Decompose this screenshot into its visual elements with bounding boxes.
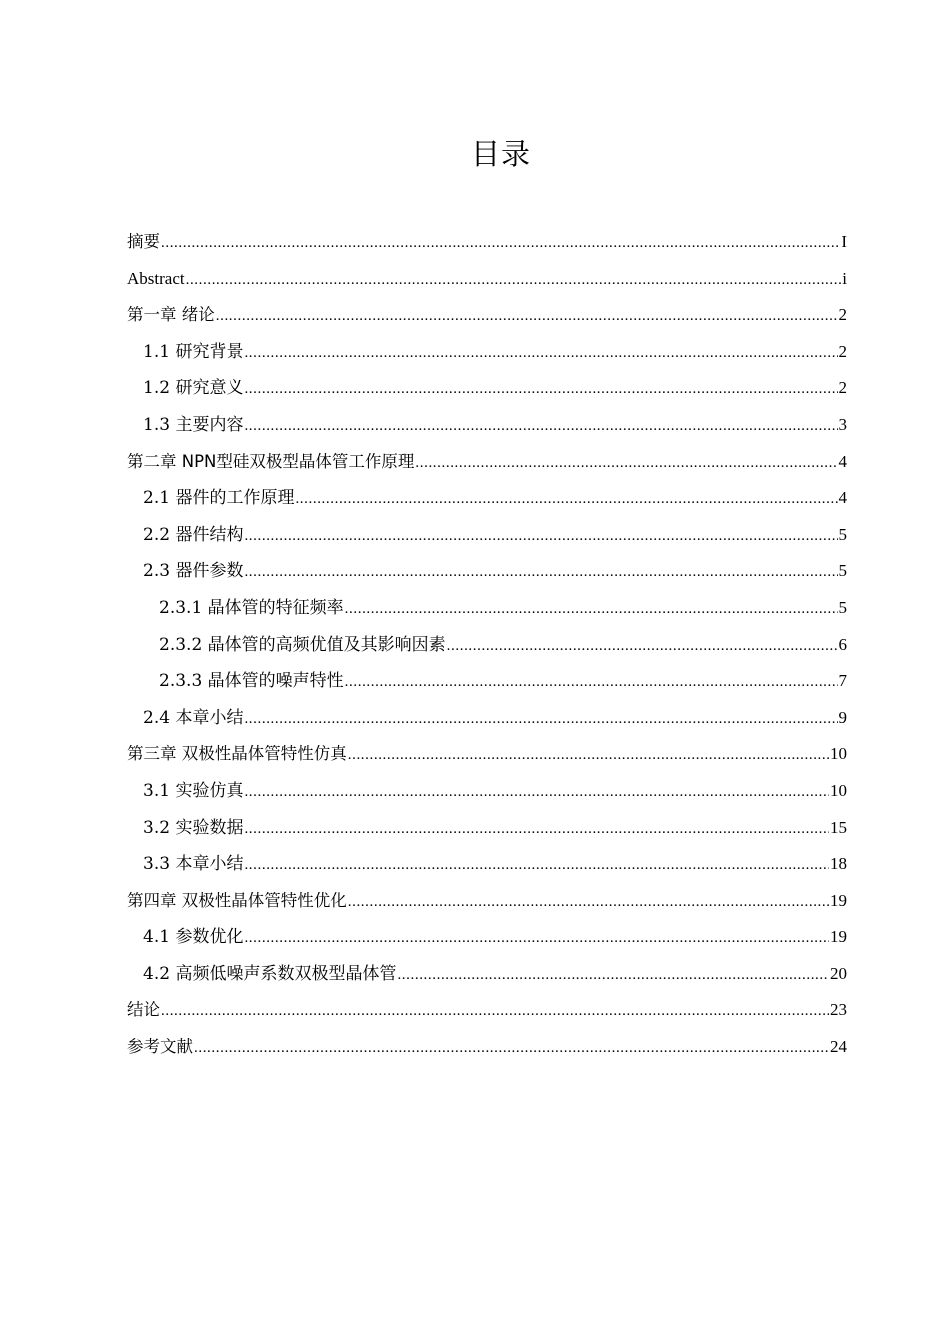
toc-entry-label: 第三章 双极性晶体管特性仿真	[127, 744, 347, 764]
toc-entry-page-number: 19	[830, 890, 847, 910]
toc-entry-page-number: 18	[830, 854, 847, 874]
toc-dot-leader	[244, 408, 837, 445]
toc-entry[interactable]	[127, 846, 847, 883]
toc-entry-label: 3.3 本章小结	[143, 854, 244, 875]
toc-dot-leader	[244, 335, 837, 372]
toc-entry[interactable]	[127, 407, 847, 444]
toc-entry-page-number: 10	[830, 744, 847, 764]
toc-entry-page-number: 5	[838, 524, 847, 544]
toc-entry-label: 第一章 绪论	[127, 305, 215, 325]
toc-entry-label: 2.3 器件参数	[143, 561, 244, 582]
toc-entry-label: 4.2 高频低噪声系数双极型晶体管	[143, 963, 397, 984]
toc-entry-page-number: 19	[830, 927, 847, 947]
toc-entry-page-number: 24	[830, 1037, 847, 1057]
toc-entry-label: 2.4 本章小结	[143, 707, 244, 728]
toc-entry-label: Abstract	[127, 268, 185, 288]
toc-entry[interactable]	[127, 261, 847, 298]
toc-entry-label: 2.3.2 晶体管的高频优值及其影响因素	[159, 634, 446, 655]
toc-dot-leader	[447, 628, 838, 665]
toc-dot-leader	[244, 811, 829, 848]
toc-dot-leader	[244, 554, 837, 591]
toc-entry-label: 摘要	[127, 232, 160, 251]
toc-entry-label: 2.2 器件结构	[143, 524, 244, 545]
toc-entry-page-number: 2	[838, 378, 847, 398]
toc-entry-page-number: 10	[830, 780, 847, 800]
toc-dot-leader	[348, 737, 829, 774]
toc-entry-page-number: 15	[830, 817, 847, 837]
toc-entry-page-number: i	[842, 268, 847, 288]
toc-entry[interactable]	[127, 553, 847, 590]
toc-entry[interactable]	[127, 224, 847, 261]
toc-entry[interactable]	[127, 919, 847, 956]
toc-dot-leader	[345, 664, 838, 701]
toc-entry-page-number: I	[841, 232, 847, 251]
toc-entry[interactable]	[127, 370, 847, 407]
toc-entry[interactable]	[127, 517, 847, 554]
toc-entry-page-number: 2	[838, 341, 847, 361]
toc-entry-label: 第四章 双极性晶体管特性优化	[127, 890, 347, 910]
toc-dot-leader	[415, 445, 837, 482]
toc-dot-leader	[295, 481, 837, 518]
toc-dot-leader	[244, 774, 829, 811]
toc-entry-page-number: 2	[838, 305, 847, 325]
toc-entry[interactable]	[127, 810, 847, 847]
toc-entry[interactable]	[127, 627, 847, 664]
toc-dot-leader	[161, 993, 829, 1030]
toc-entry[interactable]	[127, 663, 847, 700]
toc-entry[interactable]	[127, 444, 847, 481]
toc-dot-leader	[161, 225, 840, 262]
toc-entry-page-number: 9	[838, 707, 847, 727]
toc-entry-label: 第二章 NPN型硅双极型晶体管工作原理	[127, 451, 415, 471]
toc-entry[interactable]	[127, 992, 847, 1029]
toc-entry-page-number: 6	[838, 634, 847, 654]
toc-dot-leader	[397, 957, 829, 994]
toc-dot-leader	[194, 1030, 829, 1067]
toc-dot-leader	[345, 591, 838, 628]
table-of-contents	[127, 224, 847, 1066]
toc-dot-leader	[244, 371, 837, 408]
toc-entry-label: 2.3.3 晶体管的噪声特性	[159, 671, 344, 692]
toc-entry[interactable]	[127, 700, 847, 737]
toc-entry-label: 3.1 实验仿真	[143, 780, 244, 801]
toc-entry-page-number: 20	[830, 963, 847, 983]
toc-entry-label: 1.2 研究意义	[143, 378, 244, 399]
toc-entry-page-number: 4	[838, 488, 847, 508]
page-title: 目录	[470, 137, 531, 171]
toc-entry[interactable]	[127, 590, 847, 627]
toc-dot-leader	[244, 518, 837, 555]
toc-entry-label: 参考文献	[127, 1037, 193, 1057]
toc-entry-label: 1.1 研究背景	[143, 341, 244, 362]
toc-entry-label: 结论	[127, 1000, 160, 1020]
toc-entry-page-number: 23	[830, 1000, 847, 1020]
toc-entry[interactable]	[127, 736, 847, 773]
toc-entry-label: 2.3.1 晶体管的特征频率	[159, 597, 344, 618]
toc-entry-label: 4.1 参数优化	[143, 927, 244, 948]
toc-entry-page-number: 5	[838, 597, 847, 617]
toc-dot-leader	[244, 920, 829, 957]
toc-dot-leader	[216, 298, 838, 335]
toc-entry[interactable]	[127, 480, 847, 517]
toc-dot-leader	[244, 701, 837, 738]
toc-entry-label: 1.3 主要内容	[143, 414, 244, 435]
toc-entry[interactable]	[127, 297, 847, 334]
toc-dot-leader	[186, 262, 842, 299]
toc-entry-page-number: 3	[838, 414, 847, 434]
toc-entry-page-number: 5	[838, 561, 847, 581]
toc-entry[interactable]	[127, 773, 847, 810]
toc-entry-label: 3.2 实验数据	[143, 817, 244, 838]
toc-entry[interactable]	[127, 883, 847, 920]
toc-entry[interactable]	[127, 956, 847, 993]
toc-entry-page-number: 4	[838, 451, 847, 471]
toc-entry-label: 2.1 器件的工作原理	[143, 488, 295, 509]
toc-entry[interactable]	[127, 334, 847, 371]
toc-entry-page-number: 7	[838, 671, 847, 691]
toc-dot-leader	[244, 847, 829, 884]
toc-dot-leader	[348, 884, 829, 921]
toc-entry[interactable]	[127, 1029, 847, 1066]
